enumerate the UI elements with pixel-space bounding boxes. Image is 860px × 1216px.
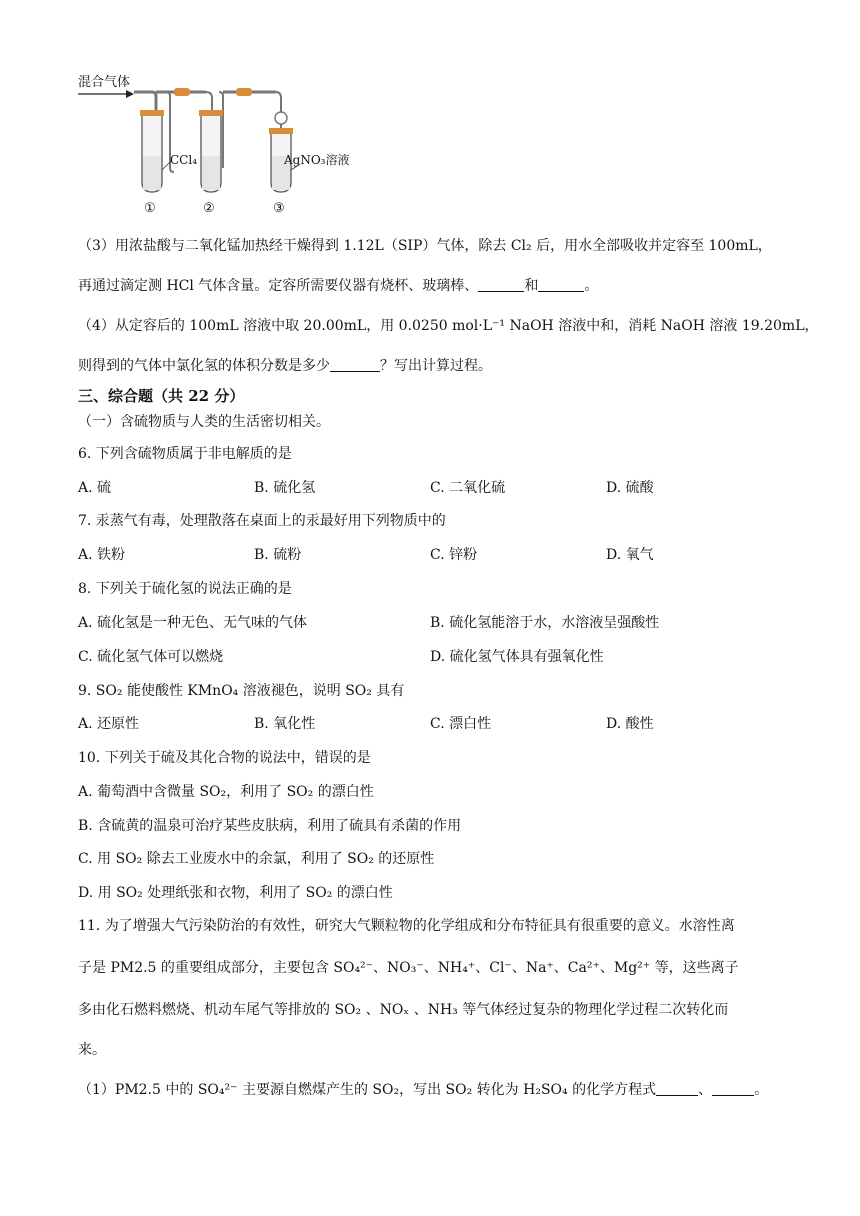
q10-option-a[interactable]: A. 葡萄酒中含微量 SO₂，利用了 SO₂ 的漂白性 [78,784,374,800]
q4-line2 [78,356,492,376]
q11-line3: 多由化石燃料燃烧、机动车尾气等排放的 SO₂ 、NOₓ 、NH₃ 等气体经过复杂的物理化学过程二次转化而 [78,1002,729,1018]
q11-sub1-text: （1）PM2.5 中的 SO₄²⁻ 主要源自燃煤产生的 SO₂，写出 SO₂ 转化为 H₂SO₄ 的化学方程式 [78,1082,657,1098]
q8-stem: 8. 下列关于硫化氢的说法正确的是 [78,581,292,597]
q6-option-b[interactable]: B. 硫化氢 [254,480,316,496]
q7-option-a[interactable]: A. 铁粉 [78,547,126,563]
q9-stem: 9. SO₂ 能使酸性 KMnO₄ 溶液褪色，说明 SO₂ 具有 [78,683,405,699]
q9-option-a[interactable]: A. 还原性 [78,716,140,732]
q7-stem: 7. 汞蒸气有毒，处理散落在桌面上的汞最好用下列物质中的 [78,513,446,529]
q9-option-c[interactable]: C. 漂白性 [430,716,492,732]
q6-option-a[interactable]: A. 硫 [78,480,112,496]
inlet-label: 混合气体 [78,75,131,90]
q10-option-b[interactable]: B. 含硫黄的温泉可治疗某些皮肤病，利用了硫具有杀菌的作用 [78,818,462,834]
q8-option-d[interactable]: D. 硫化氢气体具有强氧化性 [430,649,604,665]
q3-line1: （3）用浓盐酸与二氧化锰加热经干燥得到 1.12L（SIP）气体，除去 Cl₂ 后，用水全部吸收并定容至 100mL， [78,238,772,254]
reagent-label-1: CCl₄ [170,153,198,167]
q11-sub1-end: 。 [754,1082,769,1098]
q8-option-a[interactable]: A. 硫化氢是一种无色、无气味的气体 [78,615,308,631]
q8-option-b[interactable]: B. 硫化氢能溶于水，水溶液呈强酸性 [430,615,660,631]
answer-blank[interactable] [712,1081,754,1096]
answer-blank[interactable] [538,277,584,292]
tube-label-1: ① [144,201,156,216]
q9-option-b[interactable]: B. 氧化性 [254,716,316,732]
tube-label-2: ② [203,201,215,216]
q6-option-d[interactable]: D. 硫酸 [606,480,654,496]
q3-and: 和 [524,278,539,294]
q4-line2-end: ？写出计算过程。 [380,358,492,374]
answer-blank[interactable] [330,357,380,372]
q10-option-d[interactable]: D. 用 SO₂ 处理纸张和衣物，利用了 SO₂ 的漂白性 [78,885,393,901]
q11-line1: 11. 为了增强大气污染防治的有效性，研究大气颗粒物的化学组成和分布特征具有很重要的意义。水溶性离 [78,918,735,934]
tube-label-3: ③ [273,201,285,216]
q7-option-c[interactable]: C. 锌粉 [430,547,478,563]
q4-line2-text: 则得到的气体中氯化氢的体积分数是多少 [78,358,330,374]
q7-option-b[interactable]: B. 硫粉 [254,547,302,563]
gas-absorption-apparatus-diagram [74,68,374,218]
answer-blank[interactable] [656,1081,698,1096]
section-title: 三、综合题（共 22 分） [78,387,245,405]
q3-line2-text: 再通过滴定测 HCl 气体含量。定容所需要仪器有烧杯、玻璃棒、 [78,278,479,294]
q10-stem: 10. 下列关于硫及其化合物的说法中，错误的是 [78,750,371,766]
q11-sub1-sep: 、 [698,1082,713,1098]
q11-sub1 [78,1080,768,1100]
answer-blank[interactable] [478,277,524,292]
apparatus-figure [74,68,374,218]
q7-option-d[interactable]: D. 氧气 [606,547,654,563]
q8-option-c[interactable]: C. 硫化氢气体可以燃烧 [78,649,224,665]
q6-stem: 6. 下列含硫物质属于非电解质的是 [78,446,292,462]
q11-line4: 来。 [78,1042,106,1058]
q9-option-d[interactable]: D. 酸性 [606,716,654,732]
reagent-label-3: AgNO₃溶液 [284,153,350,167]
q6-option-c[interactable]: C. 二氧化硫 [430,480,506,496]
q4-line1: （4）从定容后的 100mL 溶液中取 20.00mL，用 0.0250 mol·L⁻¹ NaOH 溶液中和，消耗 NaOH 溶液 19.20mL， [78,318,819,334]
q3-line2 [78,276,598,296]
q11-line2: 子是 PM2.5 的重要组成部分，主要包含 SO₄²⁻、NO₃⁻、NH₄⁺、Cl⁻、Na⁺、Ca²⁺、Mg²⁺ 等，这些离子 [78,960,739,976]
q3-end: 。 [584,278,599,294]
q10-option-c[interactable]: C. 用 SO₂ 除去工业废水中的余氯，利用了 SO₂ 的还原性 [78,851,435,867]
section-intro: （一）含硫物质与人类的生活密切相关。 [78,414,330,430]
